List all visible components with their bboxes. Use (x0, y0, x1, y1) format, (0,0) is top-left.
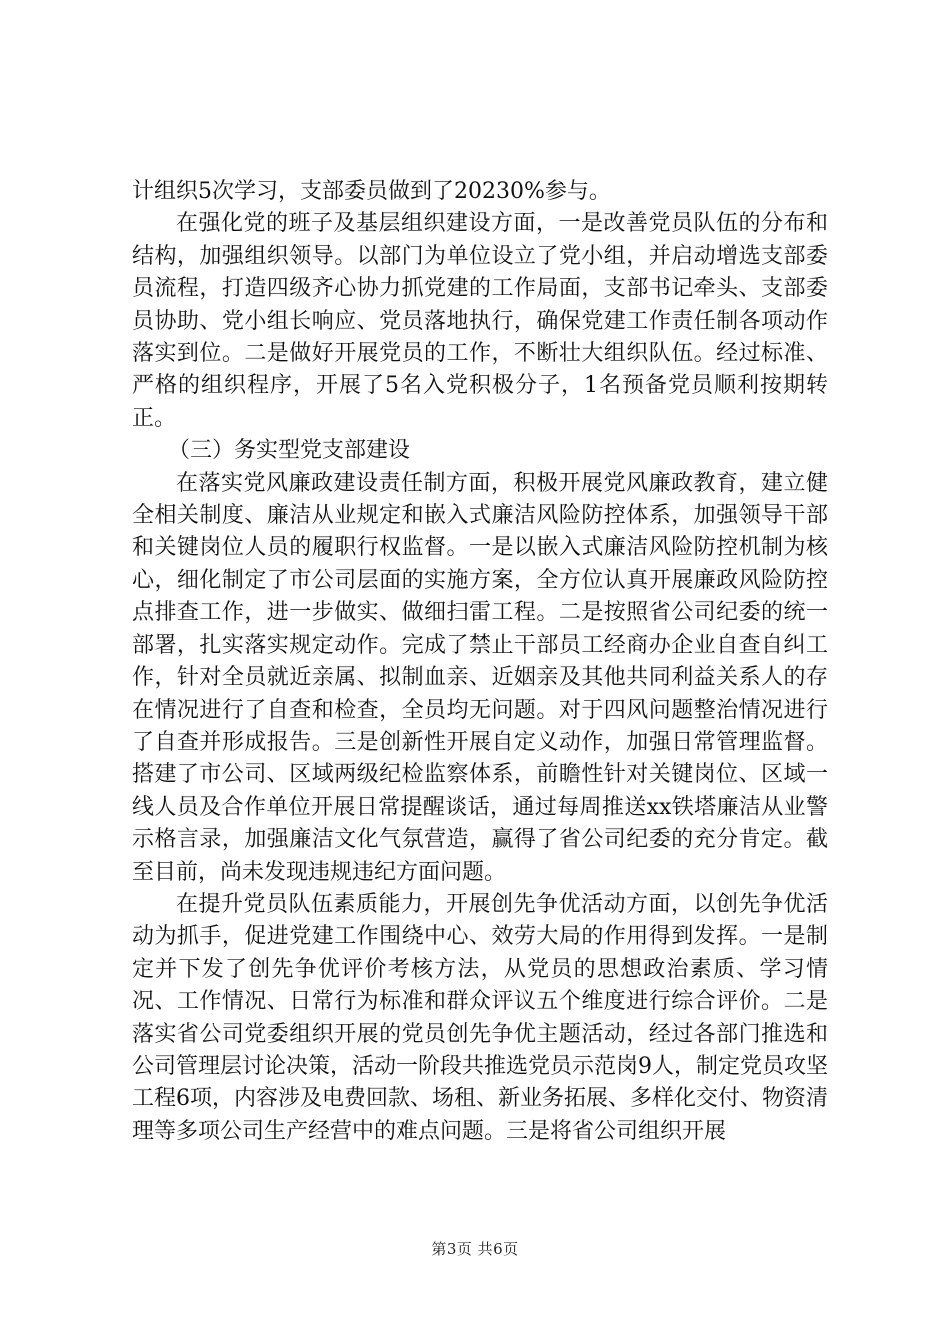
page-number-footer: 第3页 共6页 (431, 1240, 519, 1258)
paragraph-organization-building: 在强化党的班子及基层组织建设方面，一是改善党员队伍的分布和结构，加强组织领导。以部门为单位设立了党小组，并启动增选支部委员流程，打造四级齐心协力抓党建的工作局面，支部书记牵头、支部委员协助、党小组长响应、党员落地执行，确保党建工作责任制各项动作落实到位。二是做好开展党员的工作，不断壮大组织队伍。经过标准、严格的组织程序，开展了5名入党积极分子，1名预备党员顺利按期转正。 (132, 211, 828, 431)
document-body (132, 176, 828, 1148)
paragraph-clean-governance: 在落实党风廉政建设责任制方面，积极开展党风廉政教育，建立健全相关制度、廉洁从业规定和嵌入式廉洁风险防控体系，加强领导干部和关键岗位人员的履职行权监督。一是以嵌入式廉洁风险防控机制为核心，细化制定了市公司层面的实施方案，全方位认真开展廉政风险防控点排查工作，进一步做实、做细扫雷工程。二是按照省公司纪委的统一部署，扎实落实规定动作。完成了禁止干部员工经商办企业自查自纠工作，针对全员就近亲属、拟制血亲、近姻亲及其他共同利益关系人的存在情况进行了自查和检查，全员均无问题。对于四风问题整治情况进行了自查并形成报告。三是创新性开展自定义动作，加强日常管理监督。搭建了市公司、区域两级纪检监察体系，前瞻性针对关键岗位、区域一线人员及合作单位开展日常提醒谈话，通过每周推送xx铁塔廉洁从业警示格言录，加强廉洁文化气氛营造，赢得了省公司纪委的充分肯定。截至目前，尚未发现违规违纪方面问题。 (132, 470, 828, 885)
paragraph-continuation: 计组织5次学习，支部委员做到了20230%参与。 (132, 179, 611, 204)
paragraph-excellence-activities: 在提升党员队伍素质能力，开展创先争优活动方面，以创先争优活动为抓手，促进党建工作围绕中心、效劳大局的作用得到发挥。一是制定并下发了创先争优评价考核方法，从党员的思想政治素质、学习情况、工作情况、日常行为标准和群众评议五个维度进行综合评价。二是落实省公司党委组织开展的党员创先争优主题活动，经过各部门推选和公司管理层讨论决策，活动一阶段共推选党员示范岗9人，制定党员攻坚工程6项，内容涉及电费回款、场租、新业务拓展、多样化交付、物资清理等多项公司生产经营中的难点问题。三是将省公司组织开展 (132, 891, 828, 1144)
section-heading-pragmatic-branch: （三）务实型党支部建设 (168, 438, 411, 464)
